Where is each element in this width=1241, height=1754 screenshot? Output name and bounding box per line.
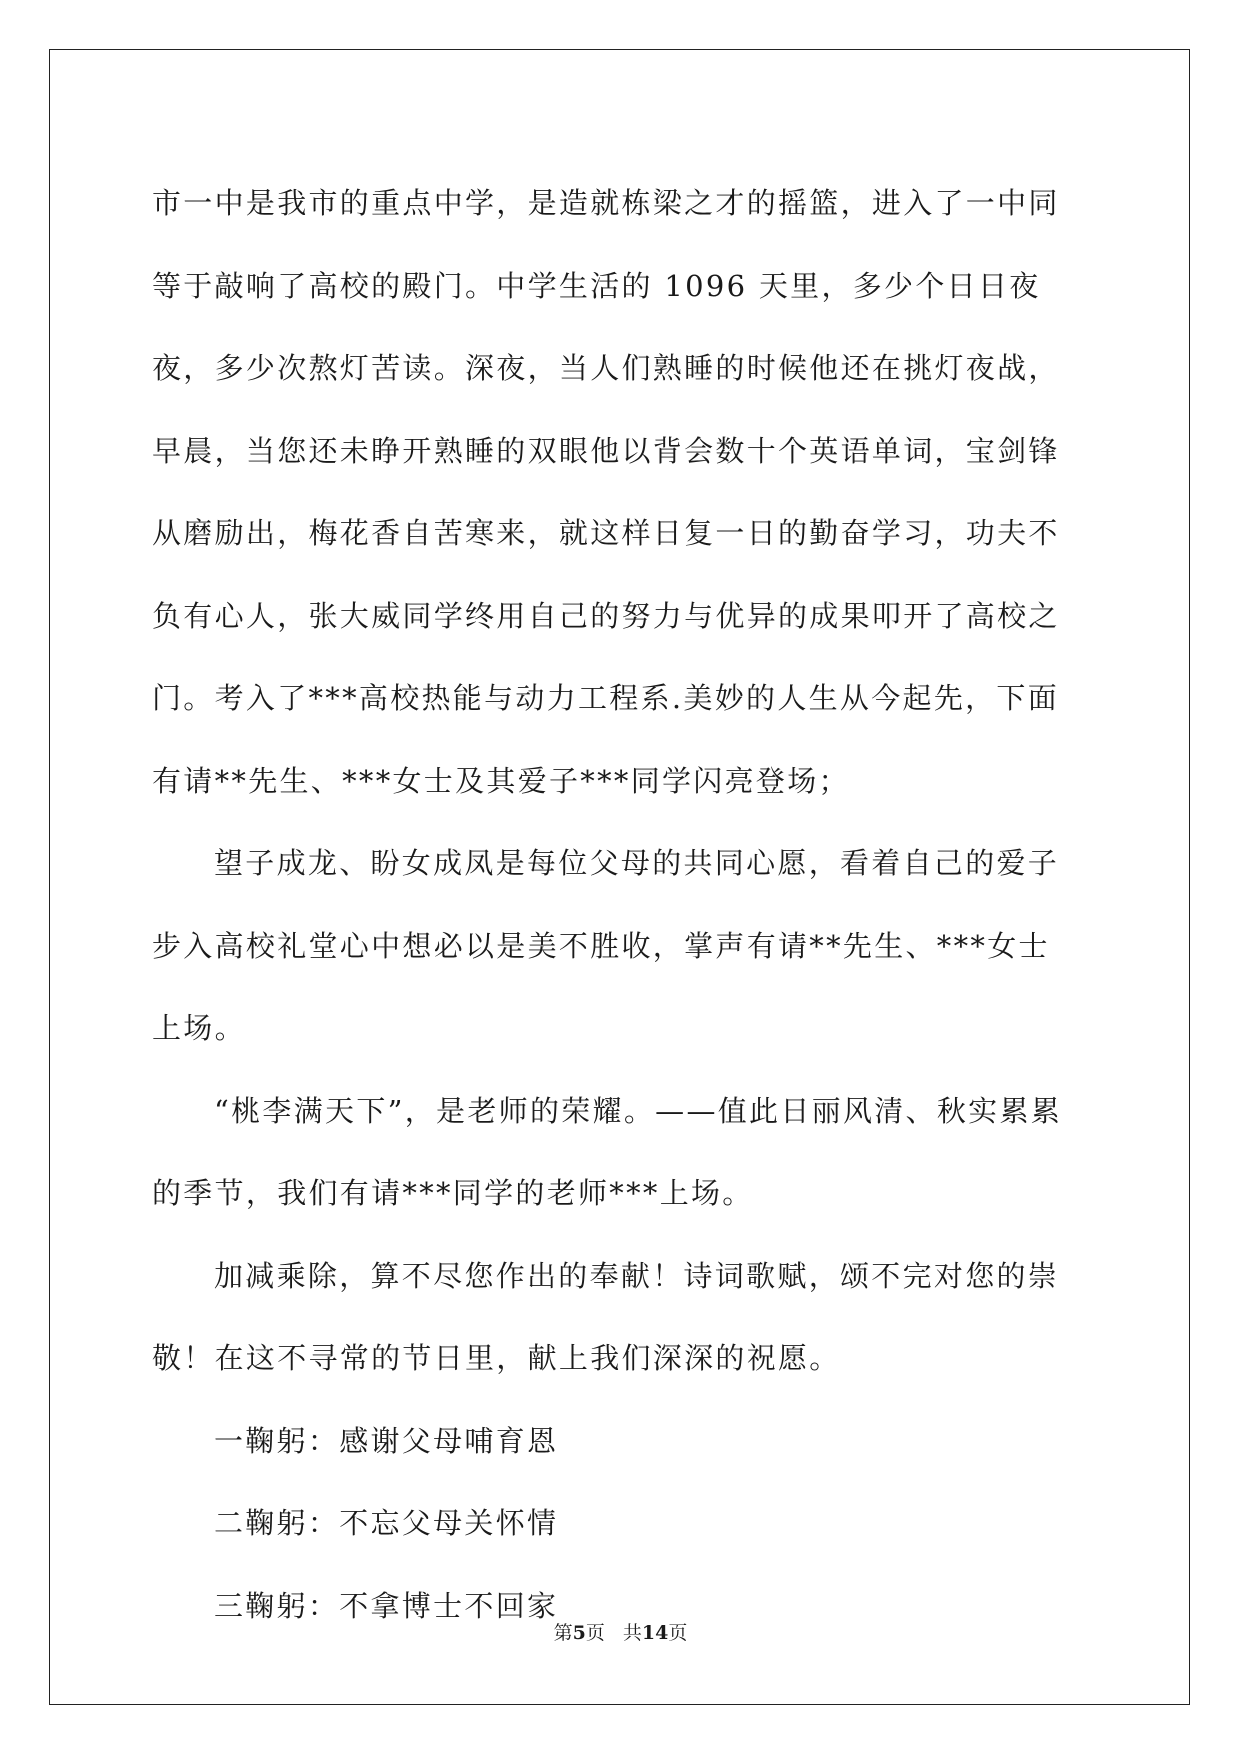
- paragraph-1: 市一中是我市的重点中学，是造就栋梁之才的摇篮，进入了一中同等于敲响了高校的殿门。中学生活的 1096 天里，多少个日日夜夜，多少次熬灯苦读。深夜，当人们熟睡的时候他还在挑灯夜战，早晨，当您还未睁开熟睡的双眼他以背会数十个英语单词，宝剑锋从磨励出，梅花香自苦寒来，就这样日复一日的勤奋学习，功夫不负有心人，张大威同学终用自己的努力与优异的成果叩开了高校之门。考入了***高校热能与动力工程系.美妙的人生从今起先，下面有请**先生、***女士及其爱子***同学闪亮登场；: [152, 186, 1060, 798]
- paragraph-6: 二鞠躬：不忘父母关怀情: [214, 1506, 559, 1540]
- page-suffix: 页: [585, 1622, 605, 1644]
- paragraph-5: 一鞠躬：感谢父母哺育恩: [214, 1423, 559, 1458]
- paragraph-2: 望子成龙、盼女成凤是每位父母的共同心愿，看着自己的爱子步入高校礼堂心中想必以是美不胜收，掌声有请**先生、***女士上场。: [152, 846, 1060, 1045]
- total-pages-label: [623, 1618, 687, 1645]
- page-number: 5: [572, 1622, 586, 1644]
- paragraph-4: 加减乘除，算不尽您作出的奉献！诗词歌赋，颂不完对您的崇敬！在这不寻常的节日里，献上我们深深的祝愿。: [152, 1258, 1060, 1375]
- page-prefix: 第: [553, 1622, 573, 1644]
- total-pages-number: 14: [641, 1622, 669, 1644]
- document-body: [152, 162, 1080, 1647]
- page-label: [554, 1618, 605, 1645]
- page-footer: [0, 1618, 1241, 1645]
- total-prefix: 共: [622, 1622, 642, 1644]
- total-suffix: 页: [668, 1622, 688, 1644]
- paragraph-3: “桃李满天下”，是老师的荣耀。——值此日丽风清、秋实累累的季节，我们有请***同学的老师***上场。: [152, 1093, 1063, 1210]
- paragraph-7: 三鞠躬：不拿博士不回家: [214, 1588, 559, 1623]
